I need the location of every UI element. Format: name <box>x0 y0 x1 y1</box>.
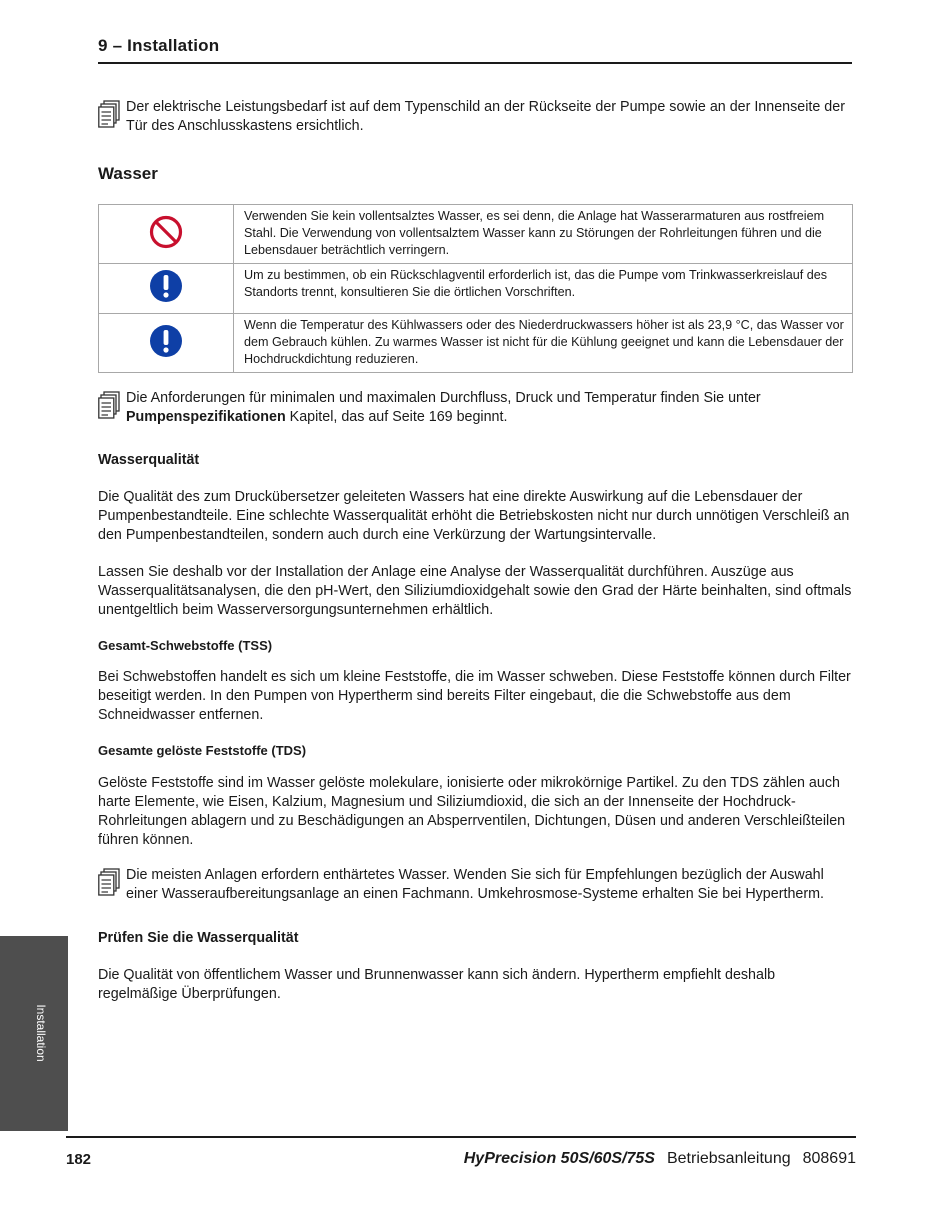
note-specifications <box>98 389 852 427</box>
note-softened-water <box>98 866 852 904</box>
note-text-part: Kapitel, das auf Seite 169 beginnt. <box>285 409 508 425</box>
icon-cell <box>99 314 234 373</box>
safety-text: Um zu bestimmen, ob ein Rückschlagventil erforderlich ist, das die Pumpe vom Trinkwasserkreislauf des Standorts trennt, konsultieren Sie die örtlichen Vorschriften. <box>234 264 853 314</box>
paragraph: Die Qualität von öffentlichem Wasser und Brunnenwasser kann sich ändern. Hypertherm empfiehlt deshalb regelmäßige Überprüfungen. <box>98 967 776 1002</box>
note-text <box>126 389 852 427</box>
note-icon <box>98 100 122 128</box>
heading-tss: Gesamt-Schwebstoffe (TSS) <box>98 638 273 653</box>
exclamation-icon <box>149 324 183 358</box>
prohibition-icon <box>149 215 183 249</box>
paragraph: Lassen Sie deshalb vor der Installation der Anlage eine Analyse der Wasserqualität durchführen. Auszüge aus Wasserqualitätsanalysen, die den pH-Wert, den Siliziumdioxidgehalt sowie den Grad der Härte beinhalten, sind oftmals unentgeltlich beim Wasserversorgungsunternehmen erhältlich. <box>98 564 852 618</box>
manual-title: Betriebsanleitung <box>666 1150 791 1167</box>
paragraph: Bei Schwebstoffen handelt es sich um kleine Feststoffe, die im Wasser schweben. Diese Feststoffe können durch Filter beseitigt werden. In den Pumpen von Hypertherm sind bereits Filter eingebaut, die die Schwebstoffe aus dem Schneidwasser entfernen. <box>98 669 851 723</box>
note-icon <box>98 391 122 419</box>
chapter-title: 9 – Installation <box>98 36 220 55</box>
icon-cell <box>99 264 234 314</box>
paragraph: Gelöste Feststoffe sind im Wasser gelöste molekulare, ionisierte oder mikrokörnige Partikel. Zu den TDS zählen auch harte Elemente, wie Eisen, Kalzium, Magnesium und Siliziumdioxid, die sich an der Innenseite der Hochdruck-Rohrleitungen ablagern und zu Beschädigungen an Absperrventilen, Dichtungen, Düsen und anderen Verschleißteilen führen können. <box>98 775 846 848</box>
safety-table <box>98 204 853 373</box>
note-icon <box>98 868 122 896</box>
safety-row <box>99 205 853 264</box>
safety-row <box>99 314 853 373</box>
footer-info <box>464 1150 856 1168</box>
note-power <box>98 98 852 136</box>
document-number: 808691 <box>802 1150 856 1167</box>
heading-tds: Gesamte gelöste Feststoffe (TDS) <box>98 743 307 758</box>
safety-text: Wenn die Temperatur des Kühlwassers oder des Niederdruckwassers höher ist als 23,9 °C, das Wasser vor dem Gebrauch kühlen. Zu warmes Wasser ist nicht für die Kühlung geeignet und kann die Lebensdauer der Hochdruckdichtung reduzieren. <box>234 314 853 373</box>
section-title: Wasser <box>98 164 158 183</box>
paragraph: Die Qualität des zum Druckübersetzer geleiteten Wassers hat eine direkte Auswirkung auf die Lebensdauer der Pumpenbestandteile. Eine schlechte Wasserqualität erhöht die Betriebskosten nicht nur durch unnötigen Verschleiß an den Pumpenbestandteilen, sondern auch durch eine Verkürzung der Wartungsintervalle. <box>98 489 850 543</box>
footer-rule <box>66 1136 856 1138</box>
page-number: 182 <box>66 1151 92 1168</box>
icon-cell <box>99 205 234 264</box>
chapter-reference: Pumpenspezifikationen <box>126 409 286 425</box>
product-name: HyPrecision 50S/60S/75S <box>463 1150 655 1167</box>
heading-water-quality: Wasserqualität <box>98 452 200 468</box>
heading-check-water: Prüfen Sie die Wasserqualität <box>98 930 299 946</box>
safety-text: Verwenden Sie kein vollentsalztes Wasser, es sei denn, die Anlage hat Wasserarmaturen aus rostfreiem Stahl. Die Verwendung von vollentsalztem Wasser kann zu Störungen der Rohrleitungen führen und die Lebensdauer beträchtlich verringern. <box>234 205 853 264</box>
safety-row <box>99 264 853 314</box>
page-header <box>98 36 852 64</box>
note-text-part: Die Anforderungen für minimalen und maximalen Durchfluss, Druck und Temperatur finden Sie unter <box>126 390 761 406</box>
side-tab-label: Installation <box>34 1004 48 1062</box>
note-text: Der elektrische Leistungsbedarf ist auf dem Typenschild an der Rückseite der Pumpe sowie an der Innenseite der Tür des Anschlusskastens ersichtlich. <box>126 99 845 134</box>
exclamation-icon <box>149 269 183 303</box>
note-text: Die meisten Anlagen erfordern enthärtetes Wasser. Wenden Sie sich für Empfehlungen bezüglich der Auswahl einer Wasseraufbereitungsanlage an einen Fachmann. Umkehrosmose-Systeme erhalten Sie bei Hypertherm. <box>126 867 824 902</box>
